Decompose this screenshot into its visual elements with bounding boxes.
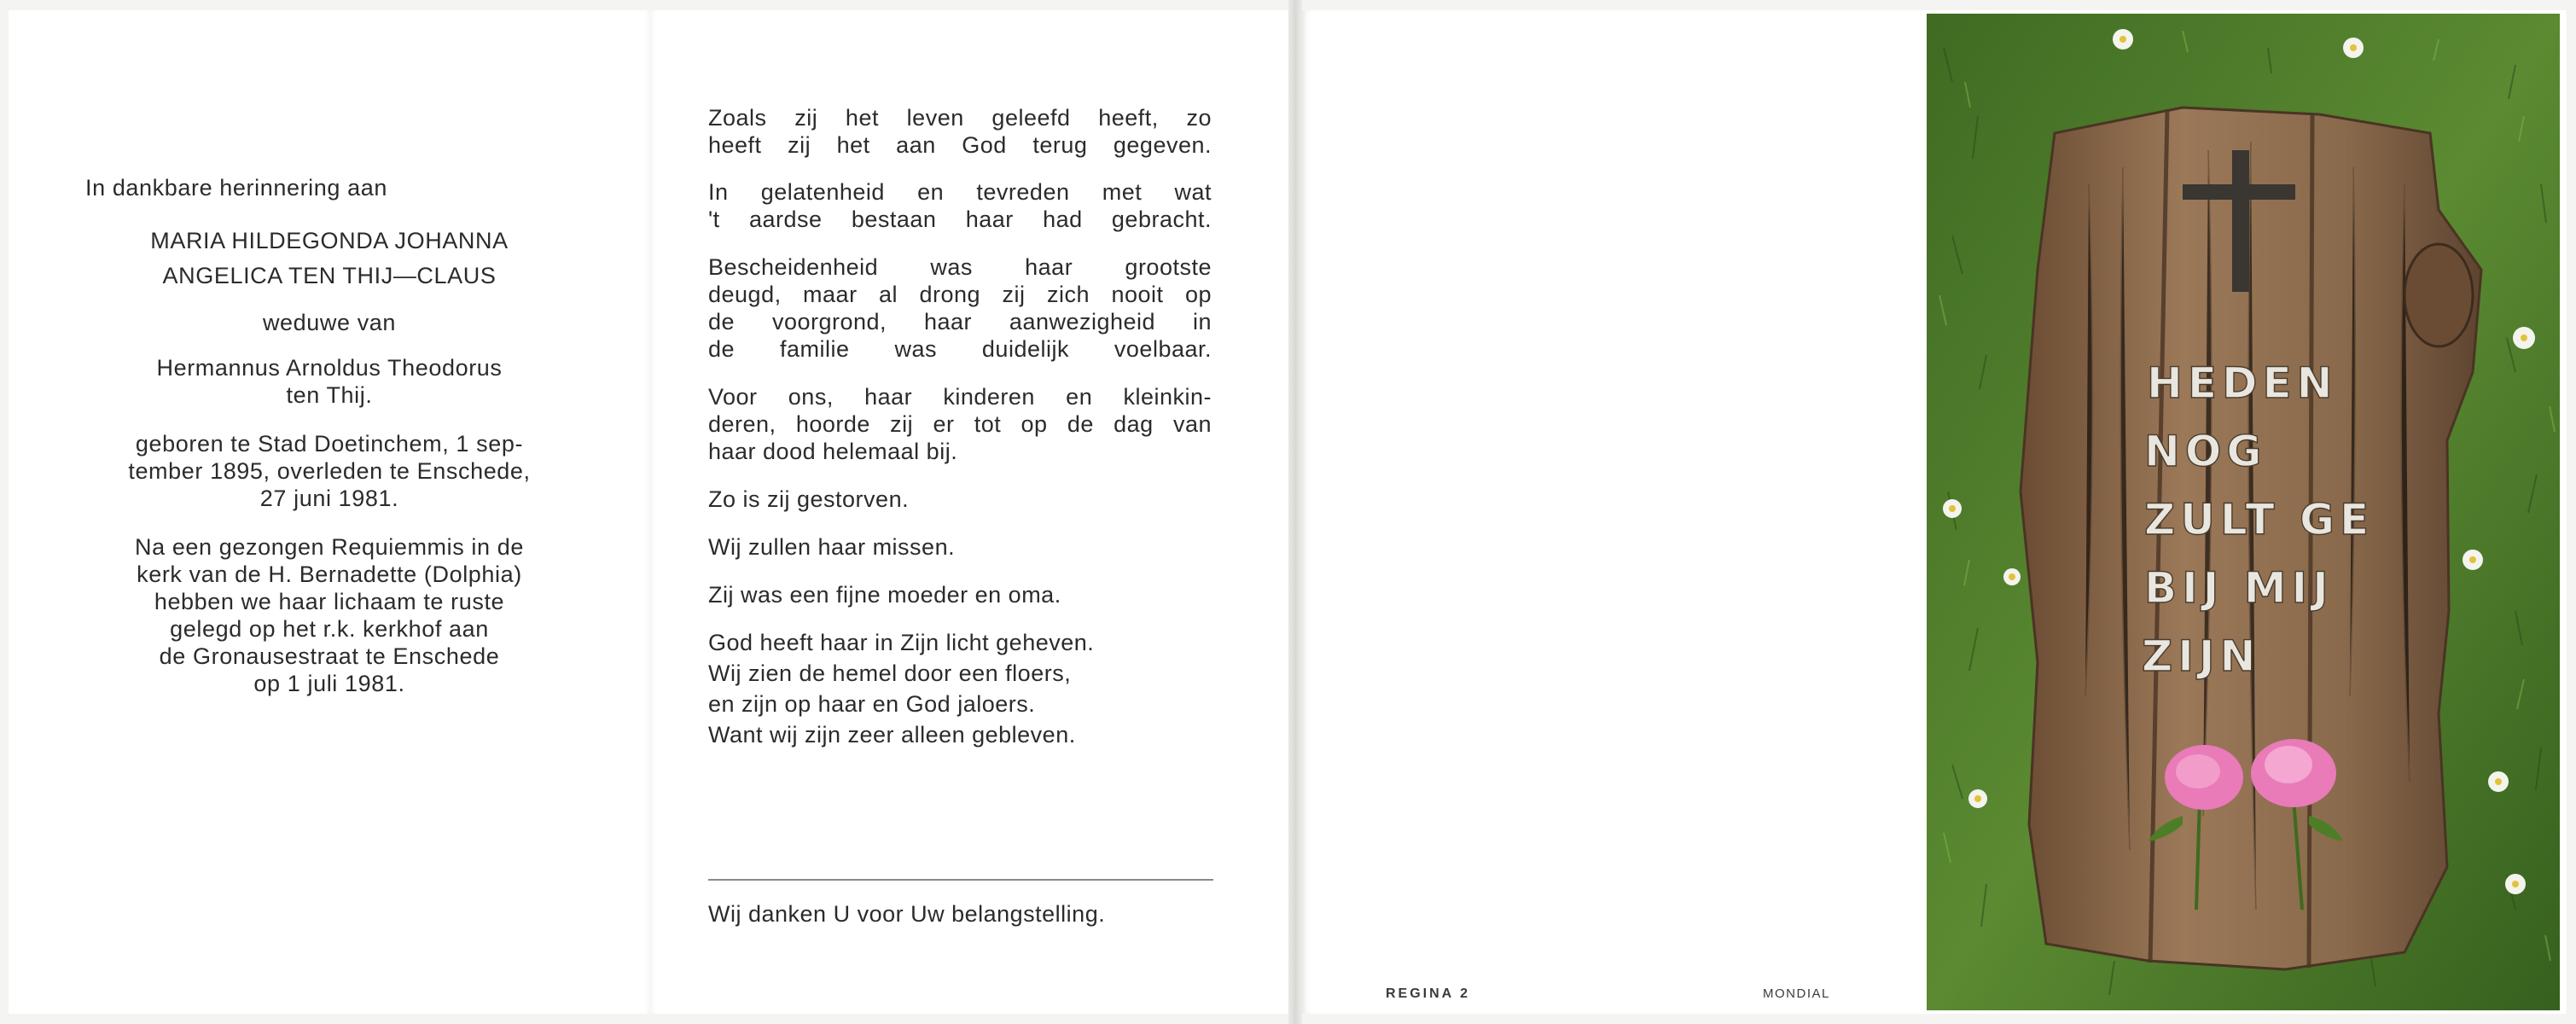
verse-line: heeft zij het aan God terug gegeven.	[708, 132, 1212, 158]
deceased-name-line1: MARIA HILDEGONDA JOHANNA	[150, 228, 509, 253]
burial-line4: gelegd op het r.k. kerkhof aan	[170, 616, 489, 642]
burial-line3: hebben we haar lichaam te ruste	[154, 589, 505, 614]
verse-line: deren, hoorde zij er tot op de dag van	[708, 411, 1212, 437]
poem-line: Wij zien de hemel door een floers,	[708, 660, 1072, 686]
burial-line1: Na een gezongen Requiemmis in de	[135, 534, 524, 560]
verse-line: Zoals zij het leven geleefd heeft, zo	[708, 105, 1212, 131]
back-page	[1302, 10, 1927, 1014]
verse-line: Bescheidenheid was haar grootste	[708, 254, 1212, 280]
carved-text: HEDEN	[2147, 358, 2338, 408]
verse-line: haar dood helemaal bij.	[708, 439, 958, 464]
verse-line: de familie was duidelijk voelbaar.	[708, 336, 1212, 362]
birth-line1: geboren te Stad Doetinchem, 1 sep-	[135, 431, 524, 457]
widow-of-text: weduwe van	[262, 310, 397, 335]
poem-line: God heeft haar in Zijn licht geheven.	[708, 630, 1095, 655]
intro-text: In dankbare herinnering aan	[85, 175, 387, 201]
carved-text: ZULT GE	[2144, 495, 2375, 544]
birth-line2: tember 1895, overleden te Enschede,	[128, 458, 531, 484]
carved-text: NOG	[2144, 427, 2267, 476]
burial-line5: de Gronausestraat te Enschede	[159, 643, 500, 669]
verse-line: de voorgrond, haar aanwezigheid in	[708, 309, 1212, 335]
thanks-text: Wij danken U voor Uw belangstelling.	[708, 901, 1106, 927]
burial-line2: kerk van de H. Bernadette (Dolphia)	[137, 561, 522, 587]
verse-line: Zij was een fijne moeder en oma.	[708, 582, 1061, 608]
verse-line: Wij zullen haar missen.	[708, 534, 956, 560]
publisher-mark: MONDIAL	[1763, 986, 1830, 1001]
husband-name-line1: Hermannus Arnoldus Theodorus	[156, 355, 503, 381]
card-fold	[1288, 0, 1302, 1024]
verse-line: Zo is zij gestorven.	[708, 486, 910, 512]
left-inner-page	[9, 10, 650, 1014]
divider	[708, 879, 1213, 881]
front-page	[1927, 10, 2567, 1014]
series-mark: REGINA 2	[1386, 986, 1470, 1001]
carved-text: BIJ MIJ	[2144, 563, 2334, 613]
birth-line3: 27 juni 1981.	[259, 486, 399, 511]
poem-line: Want wij zijn zeer alleen gebleven.	[708, 722, 1076, 748]
carved-text: ZIJN	[2142, 631, 2261, 681]
right-inner-page	[650, 10, 1288, 1014]
verse-line: Voor ons, haar kinderen en kleinkin-	[708, 384, 1212, 410]
husband-name-line2: ten Thij.	[286, 382, 373, 408]
verse-line: 't aardse bestaan haar had gebracht.	[708, 207, 1212, 232]
verse-line: deugd, maar al drong zij zich nooit op	[708, 282, 1212, 307]
poem-line: en zijn op haar en God jaloers.	[708, 691, 1036, 717]
burial-line6: op 1 juli 1981.	[253, 671, 405, 696]
memorial-photo	[1927, 14, 2560, 1010]
verse-line: In gelatenheid en tevreden met wat	[708, 179, 1212, 205]
deceased-name-line2: ANGELICA TEN THIJ—CLAUS	[162, 263, 497, 288]
